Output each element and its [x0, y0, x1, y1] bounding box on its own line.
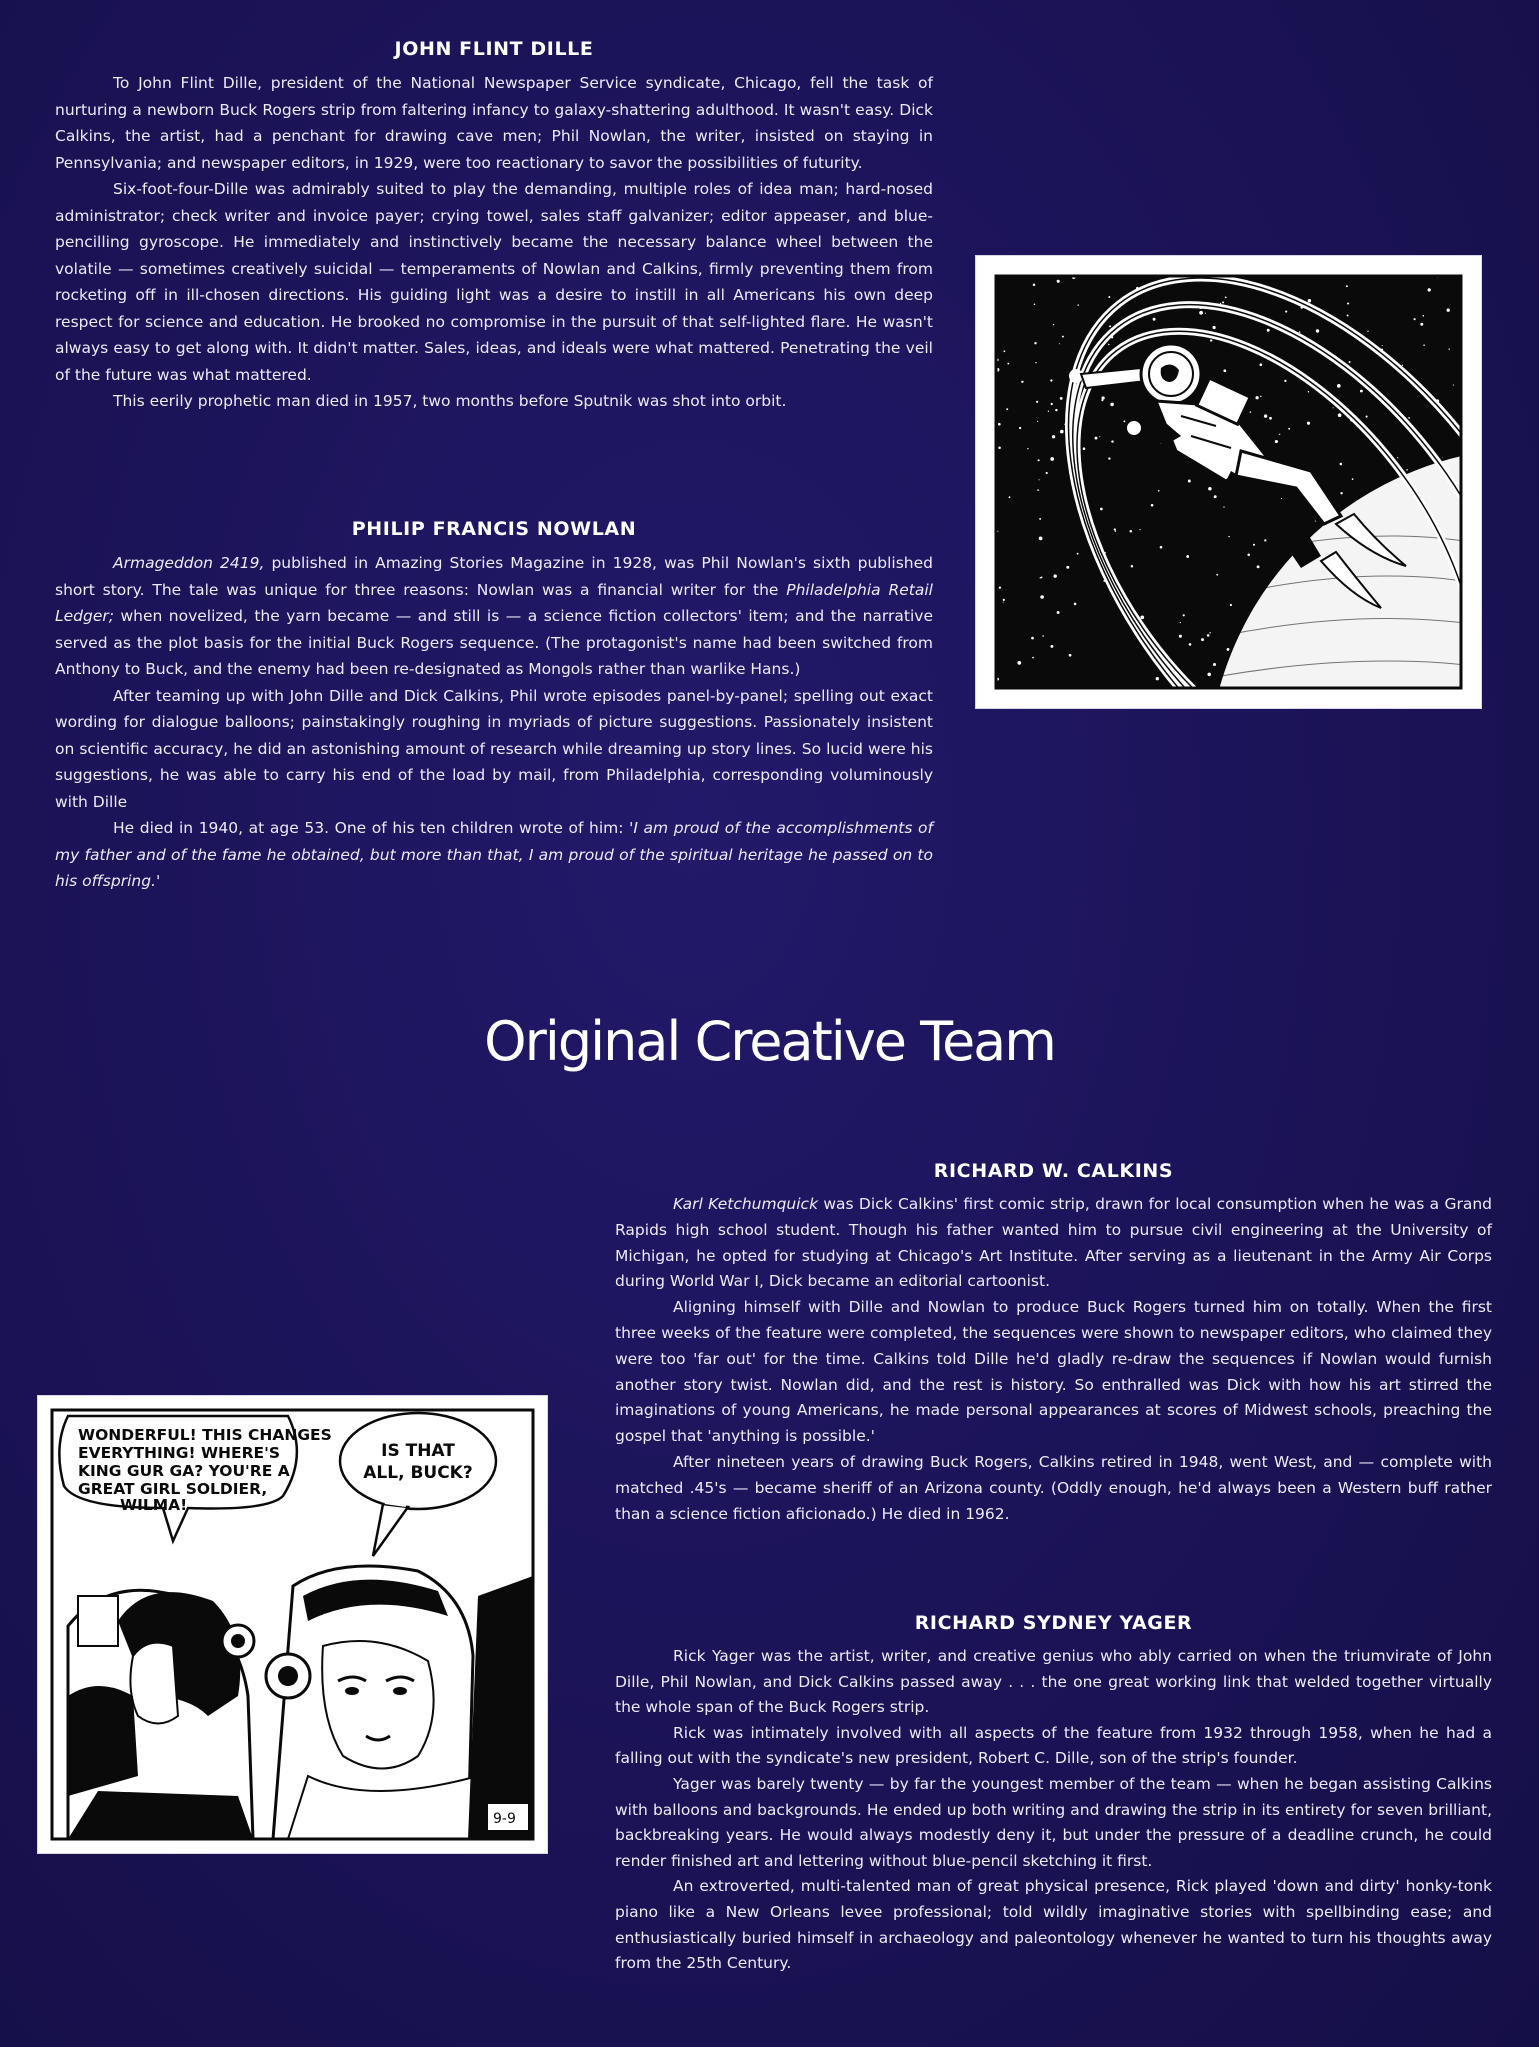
star [1308, 391, 1309, 392]
star [1114, 528, 1116, 530]
star [1453, 385, 1454, 386]
balloon-right-line: ALL, BUCK? [363, 1463, 473, 1483]
star [998, 447, 1001, 450]
star [1055, 409, 1057, 411]
star [1099, 436, 1100, 437]
star [1223, 506, 1224, 507]
section-john-flint-dille [55, 38, 933, 415]
star [1036, 401, 1038, 403]
star [1307, 422, 1310, 425]
star [1006, 408, 1008, 410]
star [1189, 643, 1192, 646]
star [1034, 342, 1036, 344]
star [1108, 296, 1110, 298]
strip-title: Karl Ketchumquick [673, 1195, 819, 1213]
star [1037, 421, 1038, 422]
page-title: Original Creative Team [484, 1010, 1055, 1073]
star [1033, 283, 1036, 286]
star [1101, 399, 1103, 401]
star [1408, 417, 1410, 419]
balloon-left-line: KING GUR GA? YOU'RE A [78, 1462, 290, 1480]
star [1108, 457, 1110, 459]
paragraph: Yager was barely twenty — by far the youngest member of the team — when he began assisting Calkins with balloons and backgrounds. He ended up both writing and drawing the strip in its entirety for seven brilliant, backbreaking years. He would always modestly deny it, but under the pressure of a deadline crunch, he could render finished art and lettering without blue-pencil sketching it first. [615, 1774, 1492, 1870]
star [1110, 403, 1114, 407]
star [1057, 280, 1060, 283]
buck-rogers-figure [68, 1590, 254, 1839]
star [1346, 285, 1348, 287]
star [1180, 622, 1181, 623]
star [1009, 496, 1011, 498]
star [1083, 447, 1086, 450]
star [1199, 311, 1203, 315]
star [1027, 448, 1028, 449]
star [1019, 427, 1021, 429]
star [1108, 344, 1109, 345]
star [1201, 638, 1204, 641]
paragraph: After nineteen years of drawing Buck Rogers, Calkins retired in 1948, went West, and — complete with matched .45's — became sheriff of an Arizona county. (Oddly enough, he'd always been a Western buff rather than a science fiction aficionado.) He died in 1962. [615, 1452, 1492, 1523]
star [1208, 487, 1212, 491]
heading-richard-w-calkins: RICHARD W. CALKINS [933, 1160, 1174, 1182]
star [1338, 413, 1342, 417]
star [1156, 677, 1159, 680]
paragraph [55, 550, 933, 683]
publication-title: Philadelphia Retail Ledger; [55, 580, 933, 625]
star [1003, 599, 1005, 601]
text-run: was Dick Calkins' first comic strip, drawn for local consumption when he was a Grand Rapids high school student. Though his father wanted him to pursue civil engineering at the University of Michigan, he opted for studying at Chicago's Art Institute. After serving as a lieutenant in the Army Air Corps during World War I, Dick became an editorial cartoonist. [615, 1195, 1492, 1291]
star [1111, 440, 1113, 442]
text-run: He died in 1940, at age 53. One of his ten children wrote of him: [113, 819, 630, 837]
star [1205, 313, 1206, 314]
star [1038, 459, 1040, 461]
star [1247, 553, 1250, 556]
astronaut-illustration-art [976, 256, 1481, 708]
star [1095, 437, 1098, 440]
star [1039, 518, 1041, 520]
star [1337, 384, 1341, 388]
star [999, 586, 1001, 588]
star [1130, 530, 1133, 533]
star [1284, 380, 1286, 382]
book-title: Armageddon 2419, [113, 554, 265, 572]
star [1057, 611, 1060, 614]
comic-panel [38, 1396, 547, 1853]
star [1052, 435, 1055, 438]
star [1340, 463, 1343, 466]
star [1382, 345, 1383, 346]
balloon-left-line: WONDERFUL! THIS CHANGES [78, 1426, 332, 1444]
star [1050, 645, 1053, 648]
star [1123, 420, 1125, 422]
star [1423, 344, 1425, 346]
star [1021, 381, 1023, 383]
star [1040, 595, 1044, 599]
star [1054, 574, 1057, 577]
star [1037, 489, 1039, 491]
paragraph: Aligning himself with Dille and Nowlan to produce Buck Rogers turned him on totally. When the first three weeks of the feature were completed, the sequences were shown to newspaper editors, who claimed they were too 'far out' for the time. Calkins told Dille he'd gladly re-draw the sequences if Nowlan would furnish another story twist. Nowlan did, and the rest is history. So enthralled was Dick with how his art stirred the imaginations of young Americans, he made personal appearances at scores of Midwest schools, preaching the gospel that 'anything is possible.' [615, 1298, 1492, 1446]
star [1347, 315, 1349, 317]
star [1210, 339, 1212, 341]
paragraph [55, 815, 933, 895]
star [1225, 297, 1227, 299]
star [1333, 407, 1334, 408]
star [1207, 634, 1210, 637]
star [1077, 553, 1079, 555]
wilma-deering-figure [266, 1566, 533, 1839]
star [1034, 303, 1036, 305]
heading-john-flint-dille: JOHN FLINT DILLE [394, 38, 594, 60]
paragraph: This eerily prophetic man died in 1957, two months before Sputnik was shot into orbit. [113, 392, 787, 410]
star [1035, 362, 1036, 363]
star [1131, 565, 1134, 568]
star [1216, 574, 1218, 576]
star [1222, 301, 1224, 303]
star [1051, 403, 1053, 405]
star [1077, 304, 1078, 305]
star [1347, 302, 1349, 304]
star [1220, 303, 1221, 304]
star [1367, 331, 1368, 332]
star [1449, 349, 1450, 350]
star [1003, 602, 1004, 603]
star [1100, 508, 1103, 511]
section-richard-w-calkins [615, 1160, 1492, 1527]
star [1062, 336, 1064, 338]
star [1158, 490, 1160, 492]
paragraph: To John Flint Dille, president of the National Newspaper Service syndicate, Chicago, fell the task of nurturing a newborn Buck Rogers strip from faltering infancy to galaxy-shattering adulthood. It wasn't easy. Dick Calkins, the artist, had a penchant for drawing cave men; Phil Nowlan, the writer, insisted on staying in Pennsylvania; and newspaper editors, in 1929, were too reactionary to savor the possibilities of futurity. [55, 74, 933, 172]
star [1115, 531, 1116, 532]
star [1264, 539, 1266, 541]
star [1253, 544, 1255, 546]
star [1349, 361, 1351, 363]
text-run: published in Amazing Stories Magazine in 1928, was Phil Nowlan's sixth published short story. The tale was unique for three reasons: Nowlan was a financial writer for the [55, 554, 933, 599]
star [1069, 654, 1072, 657]
star [1275, 440, 1278, 443]
balloon-right-line: IS THAT [381, 1441, 455, 1461]
star [1352, 478, 1354, 480]
balloon-left-line: EVERYTHING! WHERE'S [78, 1444, 281, 1462]
star [1053, 324, 1055, 326]
star [1140, 616, 1144, 620]
star [1299, 331, 1301, 333]
star [1050, 457, 1054, 461]
star [1223, 369, 1226, 372]
star [1007, 363, 1009, 365]
star [1428, 288, 1431, 291]
star [1017, 661, 1021, 665]
balloon-left-line: WILMA! [120, 1496, 188, 1514]
star [1360, 390, 1363, 393]
star [1039, 479, 1040, 480]
star [1151, 504, 1154, 507]
star [1340, 492, 1342, 494]
star [1227, 648, 1230, 651]
star [1186, 555, 1189, 558]
star [1109, 325, 1111, 327]
star [1179, 635, 1182, 638]
star [1039, 537, 1043, 541]
star [1279, 434, 1280, 435]
star [1060, 397, 1063, 400]
balloon-left-line: GREAT GIRL SOLDIER, [78, 1480, 268, 1498]
star [1308, 299, 1311, 302]
star [1366, 416, 1368, 418]
star [1288, 428, 1290, 430]
star [1183, 614, 1185, 616]
strip-date: 9-9 [493, 1811, 516, 1827]
star [1209, 632, 1210, 633]
star [1213, 663, 1216, 666]
heading-richard-sydney-yager: RICHARD SYDNEY YAGER [914, 1612, 1193, 1634]
star [1423, 315, 1425, 317]
star [1447, 309, 1450, 312]
paragraph: Rick was intimately involved with all aspects of the feature from 1932 through 1958, when he had a falling out with the syndicate's new president, Robert C. Dille, son of the strip's founder. [615, 1723, 1492, 1768]
paragraph: Rick Yager was the artist, writer, and creative genius who ably carried on when the triumvirate of John Dille, Phil Nowlan, and Dick Calkins passed away . . . the one great working link that welded together virtually the whole span of the Buck Rogers strip. [615, 1647, 1492, 1717]
star [1230, 604, 1232, 606]
quotation: 'I am proud of the accomplishments of my father and of the fame he obtained, but more than that, I am proud of the spiritual heritage he passed on to his offspring.' [55, 819, 934, 890]
paragraph: Six-foot-four-Dille was admirably suited to play the demanding, multiple roles of idea man; hard-nosed administrator; check writer and invoice payer; crying towel, sales staff galvanizer; editor appeaser, and blue-pencilling gyroscope. He immediately and instinctively became the necessary balance wheel between the volatile — sometimes creatively suicidal — temperaments of Nowlan and Calkins, firmly preventing them from rocketing off in ill-chosen directions. His guiding light was a desire to instill in all Americans his own deep respect for science and education. He brooked no compromise in the pursuit of that self-lighted flare. He wasn't always easy to get along with. It didn't matter. Sales, ideas, and ideals were what mattered. Penetrating the veil of the future was what mattered. [55, 180, 933, 384]
star [1420, 323, 1423, 326]
section-richard-sydney-yager [615, 1612, 1492, 1977]
star [1281, 498, 1282, 499]
star [1160, 546, 1163, 549]
star [1048, 411, 1049, 412]
star [1214, 495, 1217, 498]
star [1042, 635, 1044, 637]
star [1031, 637, 1034, 640]
star [1264, 414, 1267, 417]
star [1285, 311, 1287, 313]
star [1260, 396, 1261, 397]
astronaut-illustration [976, 256, 1481, 708]
star [1255, 396, 1258, 399]
star [1315, 521, 1316, 522]
paragraph [615, 1192, 1492, 1295]
star [998, 423, 1001, 426]
star [1402, 365, 1403, 366]
star [1066, 566, 1069, 569]
star [1257, 565, 1260, 568]
star [1060, 430, 1064, 434]
star [1250, 411, 1251, 412]
star [1059, 343, 1060, 344]
star [1207, 673, 1210, 676]
section-philip-francis-nowlan [55, 518, 933, 895]
star [1316, 329, 1319, 332]
star [1269, 417, 1272, 420]
heading-philip-francis-nowlan: PHILIP FRANCIS NOWLAN [351, 518, 637, 540]
comic-panel-art [38, 1396, 547, 1853]
star [1414, 318, 1416, 320]
text-run: when novelized, the yarn became — and still is — a science fiction collectors' item; and the narrative served as the plot basis for the initial Buck Rogers sequence. (The protagonist's name had been switched from Anthony to Buck, and the enemy had been re-designated as Mongols rather than warlike Hans.) [55, 607, 933, 678]
paragraph: After teaming up with John Dille and Dick Calkins, Phil wrote episodes panel-by-panel; spelling out exact wording for dialogue balloons; painstakingly roughing in myriads of picture suggestions. Passionately insistent on scientific accuracy, he did an astonishing amount of research while dreaming up story lines. So lucid were his suggestions, he was able to carry his end of the load by mail, from Philadelphia, corresponding voluminously with Dille [55, 686, 933, 811]
star [1188, 480, 1191, 483]
star [1212, 326, 1215, 329]
paragraph: An extroverted, multi-talented man of great physical presence, Rick played 'down and dirty' honky-tonk piano like a New Orleans levee professional; told wildly imaginative stories with spellbinding ease; and enthusiastically buried himself in archaeology and paleontology whenever he wanted to turn his thoughts away from the 25th Century. [615, 1877, 1492, 1973]
star [1153, 318, 1156, 321]
star [1259, 363, 1262, 366]
star [1003, 350, 1005, 352]
star [1050, 379, 1052, 381]
star [1101, 396, 1104, 399]
star [1046, 472, 1048, 474]
star [1267, 329, 1270, 332]
star [1074, 603, 1077, 606]
star [1228, 536, 1229, 537]
star [1397, 457, 1398, 458]
star [1032, 657, 1034, 659]
star [1140, 529, 1141, 530]
star [1041, 577, 1043, 579]
